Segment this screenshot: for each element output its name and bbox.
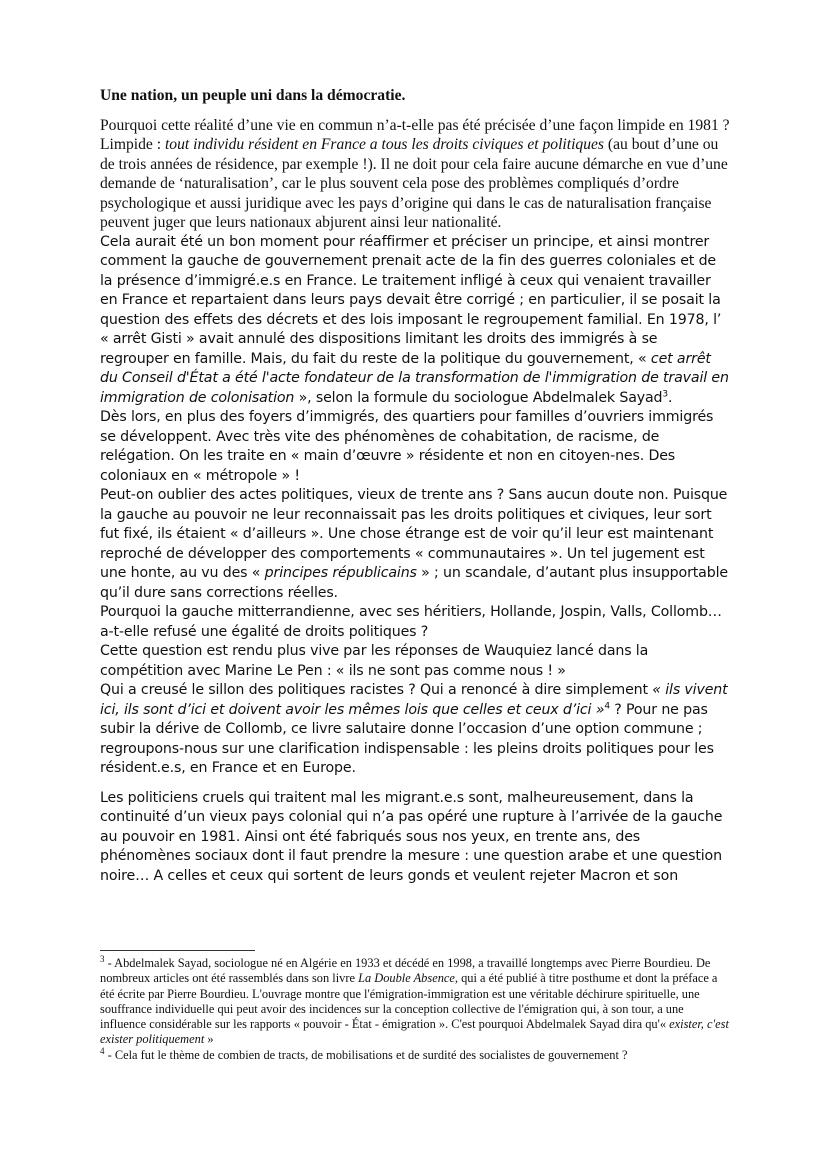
footnote-3-text-e: » bbox=[204, 1032, 214, 1047]
p1-text-a: Pourquoi cette réalité d’une vie en commun n’a-t-elle pas été précisée d’une façon limpide en 1981 ? Limpide : bbox=[100, 116, 730, 153]
footnote-3 bbox=[100, 953, 730, 1048]
p7-italic: « ils vivent ici, ils sont d’ici et doivent avoir les mêmes lois que celles et ceux d’ici » bbox=[100, 682, 728, 718]
p4-italic: principes républicains bbox=[264, 565, 417, 581]
p2-text-c: », selon la formule du sociologue Abdelmalek Sayad bbox=[294, 389, 663, 406]
paragraph-3: Dès lors, en plus des foyers d’immigrés, des quartiers pour familles d’ouvriers immigrés se développent. Avec très vite des phénomènes de cohabitation, de racisme, de relégation. On les traite en « main d’œuvre » résidente et non en citoyen-nes. Des coloniaux en « métropole » ! bbox=[100, 409, 714, 484]
paragraph-2 bbox=[100, 233, 730, 409]
paragraph-7 bbox=[100, 681, 730, 779]
footnote-ref-3[interactable]: 3 bbox=[662, 388, 668, 399]
p7-text-a: Qui a creusé le sillon des politiques racistes ? Qui a renoncé à dire simplement bbox=[100, 682, 653, 698]
p2-text-a: Cela aurait été un bon moment pour réaffirmer et préciser un principe, et ainsi montrer comment la gauche de gouvernement prenait acte de la fin des guerres coloniales et de la présence d’immigré.e.s en France. Le traitement infligé à ceux qui venaient travailler en France et repartaient dans leurs pays devait être corrigé ; en particulier, il se posait la question des effets des décrets et des lois imposant le regroupement familial. En 1978, l’ « arrêt Gisti » avait annulé des dispositions limitant les droits des immigrés à se regrouper en famille. Mais, du fait du reste de la politique du gouvernement, « bbox=[100, 233, 722, 367]
footnote-3-book-title: La Double Absence bbox=[358, 971, 455, 986]
paragraph-5: Pourquoi la gauche mitterrandienne, avec ses héritiers, Hollande, Jospin, Valls, Collomb… a-t-elle refusé une égalité de droits politiques ? bbox=[100, 604, 722, 640]
paragraph-8: Les politiciens cruels qui traitent mal les migrant.e.s sont, malheureusement, dans la continuité d’un vieux pays colonial qui n’a pas opéré une rupture à l’arrivée de la gauche au pouvoir en 1981. Ainsi ont été fabriqués sous nos yeux, en trente ans, des phénomènes sociaux dont il faut prendre la mesure : une question arabe et une question noire… A celles et ceux qui sortent de leurs gonds et veulent rejeter Macron et son bbox=[100, 789, 723, 884]
p2-text-d: . bbox=[667, 389, 673, 406]
footnote-3-quote: exister, c'est exister politiquement bbox=[100, 1017, 729, 1047]
p1-italic: tout individu résident en France a tous les droits civiques et politiques bbox=[164, 136, 604, 153]
p1-text-c: (au bout d’une ou de trois années de résidence, par exemple !). Il ne doit pour cela faire aucune démarche en vue d’une demande de ‘naturalisation’, car le plus souvent cela pose des problèmes compliqués d’ordre psychologique et aussi juridique avec les pays d’origine qui dans le cas de naturalisation française peuvent juger que leurs nationaux abjurent ainsi leur nationalité. bbox=[100, 136, 728, 231]
paragraph-6: Cette question est rendu plus vive par les réponses de Wauquiez lancé dans la compétition avec Marine Le Pen : « ils ne sont pas comme nous ! » bbox=[100, 643, 649, 679]
footnote-4-number: 4 bbox=[100, 1045, 105, 1056]
section-heading: Une nation, un peuple uni dans la démocratie. bbox=[100, 87, 406, 104]
paragraph-1 bbox=[100, 116, 730, 233]
footnote-3-number: 3 bbox=[100, 953, 105, 964]
footnote-4 bbox=[100, 1045, 730, 1063]
footnote-3-text-c: , qui a été publié à titre posthume et dont la préface a été écrite par Pierre Bourdieu. L'ouvrage montre que l'émigration-immigration est une véritable déchirure spirituelle, une souffrance individuelle qui peut avoir des incidences sur la conception collective de l'émigration qui, à son tour, a une influence considérable sur les rapports « pouvoir - État - émigration ». C'est pourquoi Abdelmalek Sayad dira qu'« bbox=[100, 971, 718, 1032]
footnote-4-text: - Cela fut le thème de combien de tracts, de mobilisations et de surdité des socialistes de gouvernement ? bbox=[104, 1047, 628, 1062]
document-body bbox=[100, 86, 730, 886]
footnote-3-text-a: - Abdelmalek Sayad, sociologue né en Algérie en 1933 et décédé en 1998, a travaillé longtemps avec Pierre Bourdieu. De nombreux articles ont été rassemblés dans son livre bbox=[100, 956, 711, 986]
footnote-ref-4[interactable]: 4 bbox=[604, 700, 610, 711]
p4-text-a: Peut-on oublier des actes politiques, vieux de trente ans ? Sans aucun doute non. Puisque la gauche au pouvoir ne leur reconnaissait pas les droits politiques et civiques, leur sort fut fixé, ils étaient « d’ailleurs ». Une chose étrange est de voir qu’il leur est maintenant reproché de développer des comportements « communautaires ». Un tel jugement est une honte, au vu des « bbox=[100, 487, 728, 581]
paragraph-4 bbox=[100, 486, 730, 603]
p2-italic: cet arrêt du Conseil d'État a été l'acte fondateur de la transformation de l'immigration de travail en immigration de colonisation bbox=[100, 350, 729, 406]
footnote-separator bbox=[100, 950, 255, 951]
p7-text-c: ? Pour ne pas subir la dérive de Collomb, ce livre salutaire donne l’occasion d’une option commune ; regroupons-nous sur une clarification indispensable : les pleins droits politiques pour les résident.e.s, en France et en Europe. bbox=[100, 701, 714, 776]
footnotes bbox=[100, 950, 730, 1063]
p4-text-c: » ; un scandale, d’autant plus insupportable qu’il dure sans corrections réelles. bbox=[100, 565, 728, 601]
